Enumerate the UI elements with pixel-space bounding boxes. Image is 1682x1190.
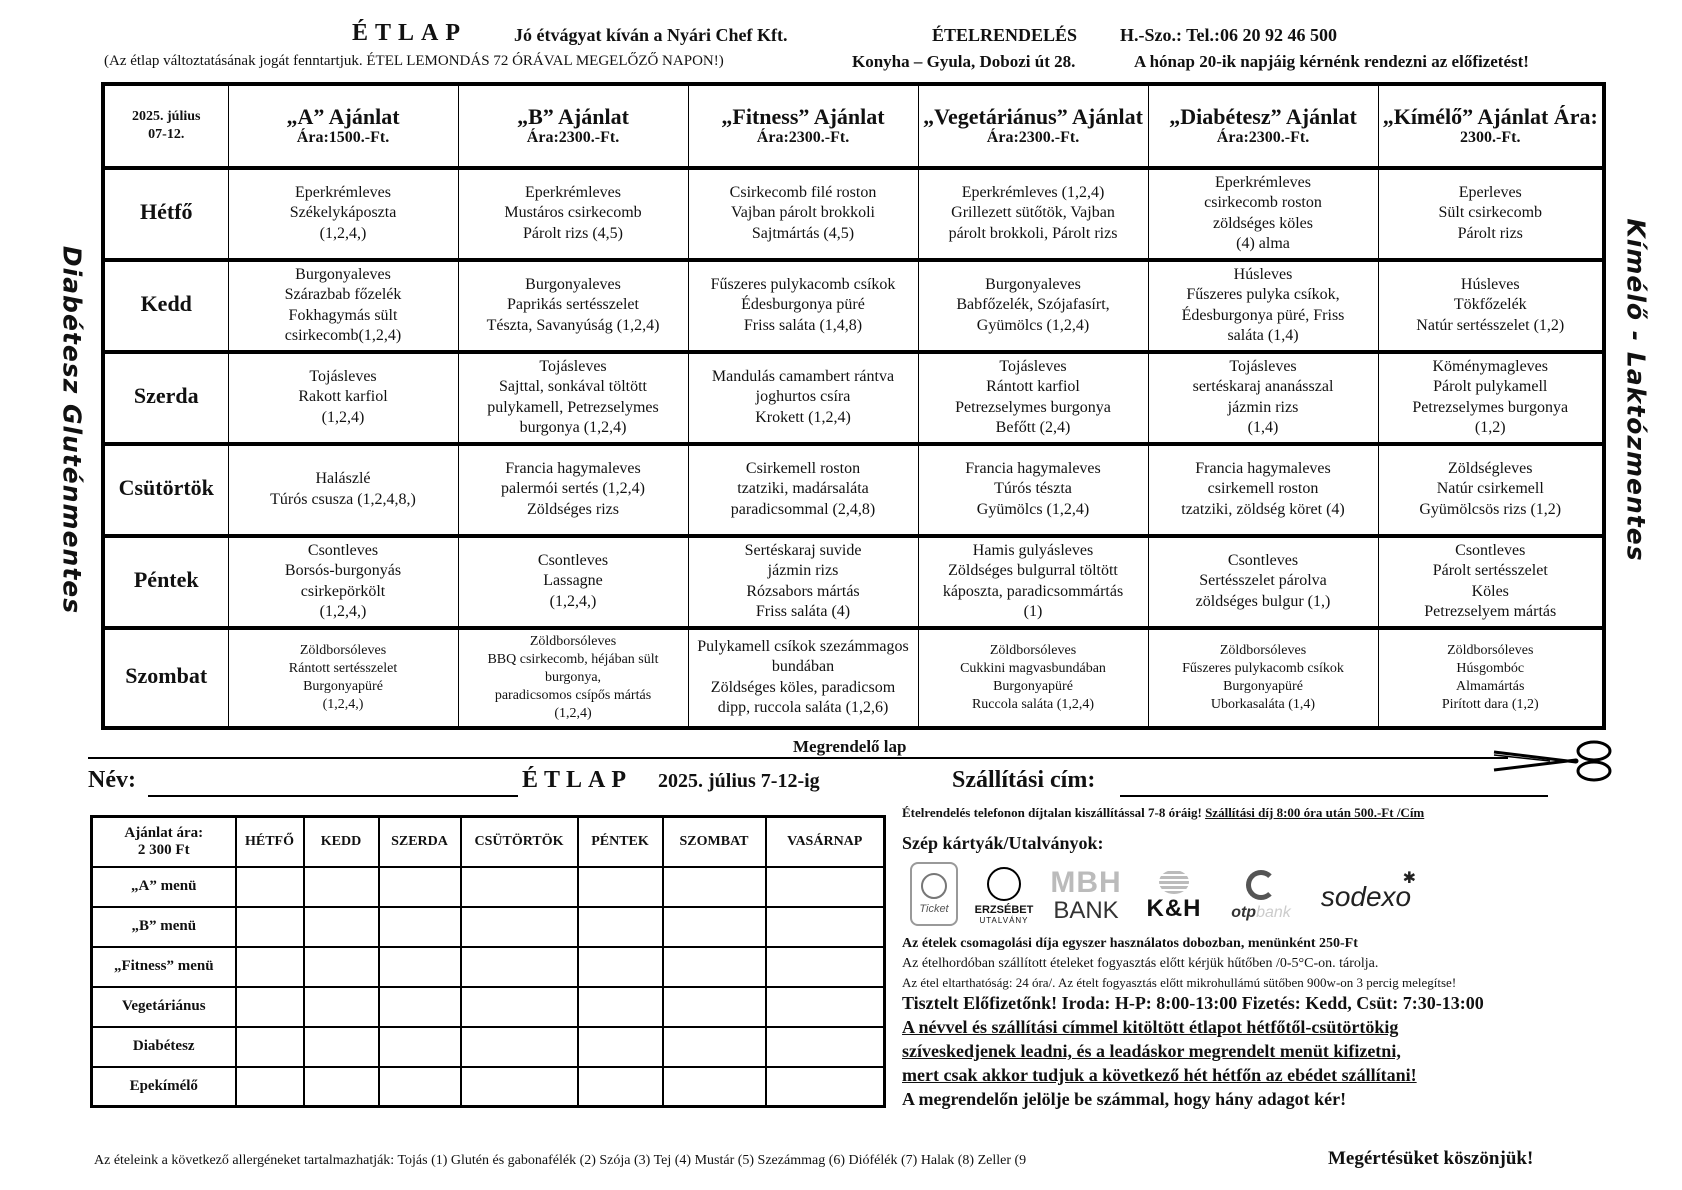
dish-line: Tökfőzelék [1453, 296, 1527, 314]
dish-line: Friss saláta (4) [755, 603, 851, 621]
dish-line: Petrezselyem mártás [1424, 603, 1557, 621]
dish-line: csirkepörkölt [300, 582, 386, 600]
dish-line: dipp, ruccola saláta (1,2,6) [717, 699, 889, 717]
company-wish: Jó étvágyat kíván a Nyári Chef Kft. [514, 25, 788, 45]
order-row [92, 1027, 885, 1067]
order-quantity-cell[interactable] [379, 867, 461, 907]
delivery-fee: Szállítási díj 8:00 óra után 500.-Ft /Cím [1205, 805, 1425, 820]
dish-line: Csirkecomb filé roston [729, 183, 877, 201]
menu-cell [1378, 260, 1604, 352]
dish-line: Eperkrémleves [295, 183, 391, 201]
menu-cell [458, 444, 688, 536]
day-row [103, 352, 1604, 444]
order-quantity-cell[interactable] [578, 1067, 663, 1107]
dish-line: palermói sertés (1,2,4) [501, 480, 645, 498]
menu-cell [918, 444, 1148, 536]
dish-line: káposzta, paradicsommártás [942, 582, 1124, 600]
dish-line: Párolt sertésszelet [1432, 562, 1548, 580]
order-grid [90, 815, 886, 1108]
dish-line: Csontleves [1455, 541, 1526, 559]
menu-cell [458, 168, 688, 260]
day-row [103, 168, 1604, 260]
dish-line: Befőtt (2,4) [995, 419, 1071, 437]
menu-cell [918, 628, 1148, 728]
dish-line: Burgonyaleves [985, 275, 1081, 293]
order-day-header: PÉNTEK [578, 817, 663, 867]
order-row-label: „A” menü [92, 867, 236, 907]
dish-line: saláta (1,4) [1227, 327, 1299, 345]
quantity-notice: A megrendelőn jelölje be számmal, hogy hány adagot kér! [902, 1089, 1347, 1109]
office-hours: Tisztelt Előfizetőnk! Iroda: H-P: 8:00-13:00 Fizetés: Kedd, Csüt: 7:30-13:00 [902, 993, 1484, 1013]
order-quantity-cell[interactable] [461, 907, 578, 947]
order-quantity-cell[interactable] [236, 1067, 304, 1107]
offer-header: „Kímélő” Ajánlat Ára: 2300.-Ft. [1378, 84, 1604, 168]
shelf-life-info: Az étel eltarthatóság: 24 óra/. Az ételt fogyasztás előtt mikrohullámú sütőben 900w-on 3 percig melegítse! [902, 975, 1457, 990]
dish-line: Zöldségleves [1448, 459, 1533, 477]
dish-line: Köles [1471, 582, 1509, 600]
order-quantity-cell[interactable] [766, 1067, 885, 1107]
order-quantity-cell[interactable] [766, 867, 885, 907]
name-label: Név: [88, 767, 136, 793]
menu-cell [458, 628, 688, 728]
menu-date: 2025. július 07-12. [103, 84, 228, 168]
dish-line: Gyümölcsös rizs (1,2) [1419, 500, 1562, 518]
allergen-list: Az ételeink a következő allergéneket tartalmazhatják: Tojás (1) Glutén és gabonafélék (2) Szója (3) Tej (4) Mustár (5) Szezámmag (6) Diófélék (7) Halak (8) Zeller (9 [94, 1153, 1027, 1168]
order-quantity-cell[interactable] [578, 907, 663, 947]
dish-line: (1,2,4,) [322, 696, 364, 712]
dish-line: (1,2,4) [321, 408, 365, 426]
order-row-label: „Fitness” menü [92, 947, 236, 987]
menu-cell [918, 352, 1148, 444]
menu-cell [688, 260, 918, 352]
day-row [103, 260, 1604, 352]
side-label-right: Kímélő - Laktózmentes [1621, 218, 1651, 562]
sodexo-logo: sodexo ✱ [1320, 870, 1416, 912]
dish-line: Petrezselymes burgonya [1412, 398, 1569, 416]
offer-header-row [103, 84, 1604, 168]
dish-line: Almamártás [1456, 678, 1525, 694]
dish-line: Köménymagleves [1432, 357, 1549, 375]
payment-deadline: A hónap 20-ik napjáig kérnénk rendezni az előfizetést! [1134, 52, 1529, 71]
order-quantity-cell[interactable] [304, 1027, 379, 1067]
dish-line: Túrós csusza (1,2,4,8,) [270, 490, 416, 508]
delivery-info: Ételrendelés telefonon díjtalan kiszállítással 7-8 óráig! Szállítási díj 8:00 óra után 500.-Ft /Cím [902, 805, 1425, 820]
scissors-icon [1490, 740, 1620, 782]
dish-line: párolt brokkoli, Párolt rizs [948, 224, 1118, 242]
dish-line: Sajtmártás (4,5) [751, 224, 855, 242]
dish-line: Mustáros csirkecomb [504, 204, 642, 222]
order-quantity-cell[interactable] [304, 1067, 379, 1107]
dish-line: Lassagne [543, 572, 603, 590]
dish-line: Zöldborsóleves [1219, 642, 1307, 658]
dish-line: csirkecomb(1,2,4) [284, 327, 402, 345]
order-day-header: CSÜTÖRTÖK [461, 817, 578, 867]
dish-line: Fűszeres pulykacomb csíkok [710, 275, 896, 293]
name-field[interactable] [148, 795, 518, 797]
dish-line: Rózsabors mártás [746, 582, 860, 600]
order-quantity-cell[interactable] [236, 987, 304, 1027]
dish-line: Burgonyaleves [525, 275, 621, 293]
dish-line: Halászlé [315, 470, 371, 488]
menu-cell [228, 260, 458, 352]
order-quantity-cell[interactable] [304, 947, 379, 987]
menu-cell [458, 260, 688, 352]
dish-line: zöldséges köles [1213, 214, 1313, 232]
menu-cell [688, 168, 918, 260]
dish-line: Ruccola saláta (1,2,4) [971, 696, 1095, 712]
order-quantity-cell[interactable] [663, 907, 766, 947]
dish-line: Zöldborsóleves [1447, 642, 1534, 658]
menu-cell [1148, 628, 1378, 728]
order-day-header: SZOMBAT [663, 817, 766, 867]
dish-line: Uborkasaláta (1,4) [1210, 696, 1316, 712]
dish-line: burgonya (1,2,4) [519, 419, 627, 437]
order-row-label: „B” menü [92, 907, 236, 947]
dish-line: BBQ csirkecomb, héjában sült [487, 651, 659, 667]
order-quantity-cell[interactable] [304, 867, 379, 907]
mbh-bank-logo: MBH BANK [1050, 866, 1122, 924]
dish-line: Sertéskaraj suvide [744, 541, 862, 559]
dish-line: Pirított dara (1,2) [1441, 696, 1539, 712]
order-quantity-cell[interactable] [236, 867, 304, 907]
order-quantity-cell[interactable] [379, 987, 461, 1027]
day-row [103, 628, 1604, 728]
page-title: ÉTLAP [352, 20, 468, 46]
dish-line: Zöldséges rizs [527, 500, 619, 518]
order-row-label: Diabétesz [92, 1027, 236, 1067]
dish-line: Tojásleves [309, 367, 377, 385]
order-quantity-cell[interactable] [379, 1067, 461, 1107]
offer-header: „Fitness” Ajánlat Ára:2300.-Ft. [688, 84, 918, 168]
menu-cell [1148, 168, 1378, 260]
order-quantity-cell[interactable] [461, 1067, 578, 1107]
menu-cell [1148, 260, 1378, 352]
order-form-title: ÉTLAP [522, 767, 633, 793]
day-label: Hétfő [103, 168, 228, 260]
order-quantity-cell[interactable] [461, 1027, 578, 1067]
offer-header: „Vegetáriánus” Ajánlat Ára:2300.-Ft. [918, 84, 1148, 168]
side-label-left: Diabétesz Gluténmentes [57, 245, 87, 615]
day-label: Péntek [103, 536, 228, 628]
submission-notice: A névvel és szállítási címmel kitöltött étlapot hétfőtől-csütörtökig [902, 1017, 1399, 1037]
menu-cell [228, 168, 458, 260]
dish-line: Burgonyaleves [295, 265, 391, 283]
dish-line: tzatziki, madársaláta [737, 480, 869, 498]
dish-line: Borsós-burgonyás [284, 562, 402, 580]
dish-line: Rakott karfiol [298, 388, 388, 406]
dish-line: Grillezett sütőtök, Vajban [951, 204, 1115, 222]
menu-cell [1148, 536, 1378, 628]
dish-line: Paprikás sertésszelet [507, 296, 639, 314]
dish-line: (1,2,4) [554, 705, 592, 721]
order-quantity-cell[interactable] [578, 987, 663, 1027]
offer-header: „B” Ajánlat Ára:2300.-Ft. [458, 84, 688, 168]
menu-cell [688, 628, 918, 728]
dish-line: Zöldséges köles, paradicsom [710, 678, 896, 696]
offer-header: „A” Ajánlat Ára:1500.-Ft. [228, 84, 458, 168]
dish-line: Zöldborsóleves [989, 642, 1077, 658]
dish-line: Szárazbab főzelék [284, 286, 402, 304]
order-form-date: 2025. július 7-12-ig [658, 770, 820, 792]
erzsebet-logo: ERZSÉBET UTALVÁNY [968, 862, 1040, 930]
change-notice: (Az étlap változtatásának jogát fenntartjuk. ÉTEL LEMONDÁS 72 ÓRÁVAL MEGELŐZŐ NAPON!) [104, 53, 724, 69]
order-row [92, 867, 885, 907]
dish-line: Natúr csirkemell [1436, 480, 1544, 498]
order-form-heading: Megrendelő lap [793, 737, 907, 756]
submission-notice: mert csak akkor tudjuk a következő hét hétfőn az ebédet szállítani! [902, 1065, 1417, 1085]
order-day-header: HÉTFŐ [236, 817, 304, 867]
phone-number: H.-Szo.: Tel.:06 20 92 46 500 [1120, 25, 1338, 45]
order-quantity-cell[interactable] [663, 867, 766, 907]
day-label: Kedd [103, 260, 228, 352]
kh-logo: K&H [1132, 862, 1216, 930]
dish-line: Zöldséges bulgurral töltött [948, 562, 1118, 580]
dish-line: Sertésszelet párolva [1199, 572, 1327, 590]
cards-heading: Szép kártyák/Utalványok: [902, 833, 1104, 853]
dish-line: Krokett (1,2,4) [755, 408, 851, 426]
dish-line: Gyümölcs (1,2,4) [976, 500, 1090, 518]
dish-line: Csontleves [307, 541, 379, 559]
dish-line: Édesburgonya püré, Friss [1181, 306, 1345, 324]
cut-line [88, 757, 1508, 759]
price-header: Ajánlat ára: 2 300 Ft [92, 817, 236, 867]
day-label: Szerda [103, 352, 228, 444]
dish-line: pulykamell, Petrezselymes [487, 398, 659, 416]
menu-cell [1378, 352, 1604, 444]
menu-cell [918, 168, 1148, 260]
packaging-info: Az ételek csomagolási díja egyszer használatos dobozban, menünként 250-Ft [902, 936, 1358, 951]
kitchen-address: Konyha – Gyula, Dobozi út 28. [852, 52, 1076, 71]
dish-line: Cukkini magvasbundában [960, 660, 1106, 676]
order-quantity-cell[interactable] [236, 1027, 304, 1067]
dish-line: (1,4) [1247, 419, 1279, 437]
dish-line: jázmin rizs [767, 562, 839, 580]
order-quantity-cell[interactable] [379, 1027, 461, 1067]
menu-cell [918, 536, 1148, 628]
dish-line: Petrezselymes burgonya [955, 398, 1111, 416]
order-quantity-cell[interactable] [379, 947, 461, 987]
order-row [92, 1067, 885, 1107]
day-label: Szombat [103, 628, 228, 728]
dish-line: joghurtos csíra [755, 388, 851, 406]
menu-cell [458, 352, 688, 444]
menu-cell [1378, 628, 1604, 728]
order-row-label: Vegetáriánus [92, 987, 236, 1027]
dish-line: Natúr sertésszelet (1,2) [1416, 316, 1565, 334]
dish-line: Burgonyapüré [1223, 678, 1303, 694]
order-quantity-cell[interactable] [766, 907, 885, 947]
weekly-menu-table [101, 82, 1606, 730]
order-row [92, 987, 885, 1027]
dish-line: Tojásleves [539, 357, 607, 375]
dish-line: Eperkrémleves [525, 183, 621, 201]
dish-line: paradicsommal (2,4,8) [730, 500, 876, 518]
dish-line: Vajban párolt brokkoli [731, 204, 875, 222]
dish-line: Francia hagymaleves [1195, 459, 1331, 477]
thanks-text: Megértésüket köszönjük! [1328, 1148, 1534, 1169]
dish-line: (1,2) [1474, 419, 1506, 437]
order-row [92, 947, 885, 987]
dish-line: Fűszeres pulyka csíkok, [1186, 286, 1340, 304]
order-row-label: Epekímélő [92, 1067, 236, 1107]
dish-line: Tojásleves [999, 357, 1067, 375]
dish-line: sertéskaraj ananásszal [1192, 378, 1334, 396]
dish-line: Pulykamell csíkok szezámmagos [697, 637, 909, 655]
dish-line: Túrós tészta [994, 480, 1072, 498]
dish-line: Eperleves [1458, 183, 1522, 201]
address-label: Szállítási cím: [952, 767, 1096, 793]
dish-line: Zöldborsóleves [299, 642, 387, 658]
day-row [103, 536, 1604, 628]
dish-line: csirkecomb roston [1204, 194, 1322, 212]
dish-line: Párolt rizs [1457, 224, 1523, 242]
order-grid-header [92, 817, 885, 867]
order-quantity-cell[interactable] [766, 947, 885, 987]
dish-line: Csirkemell roston [745, 459, 861, 477]
order-quantity-cell[interactable] [461, 987, 578, 1027]
dish-line: paradicsomos csípős mártás [494, 687, 652, 703]
dish-line: Sajttal, sonkával töltött [499, 378, 647, 396]
menu-cell [1378, 536, 1604, 628]
menu-cell [1378, 168, 1604, 260]
submission-notice: szíveskedjenek leadni, és a leadáskor megrendelt menüt kifizetni, [902, 1041, 1401, 1061]
menu-cell [228, 536, 458, 628]
order-quantity-cell[interactable] [663, 1027, 766, 1067]
menu-cell [688, 352, 918, 444]
dish-line: Édesburgonya püré [741, 296, 865, 314]
day-label: Csütörtök [103, 444, 228, 536]
dish-line: (1) [1023, 603, 1043, 621]
order-quantity-cell[interactable] [578, 1027, 663, 1067]
order-day-header: KEDD [304, 817, 379, 867]
dish-line: Húsgombóc [1456, 660, 1525, 676]
dish-line: Burgonyapüré [993, 678, 1073, 694]
menu-cell [1378, 444, 1604, 536]
dish-line: Gyümölcs (1,2,4) [976, 316, 1090, 334]
dish-line: Fűszeres pulykacomb csíkok [1182, 660, 1344, 676]
order-day-header: SZERDA [379, 817, 461, 867]
dish-line: Eperkrémleves (1,2,4) [961, 183, 1105, 201]
dish-line: csirkemell roston [1207, 480, 1319, 498]
otp-bank-logo: otpbank [1224, 862, 1298, 930]
menu-cell [918, 260, 1148, 352]
ticket-restaurant-logo: Ticket [910, 862, 958, 926]
dish-line: Francia hagymaleves [505, 459, 641, 477]
order-quantity-cell[interactable] [304, 987, 379, 1027]
payment-logos [910, 862, 1430, 932]
order-quantity-cell[interactable] [236, 947, 304, 987]
dish-line: Párolt pulykamell [1433, 378, 1548, 396]
dish-line: Székelykáposzta [289, 204, 397, 222]
order-quantity-cell[interactable] [379, 907, 461, 947]
order-quantity-cell[interactable] [461, 947, 578, 987]
order-quantity-cell[interactable] [304, 907, 379, 947]
dish-line: burgonya, [544, 669, 602, 685]
dish-line: Csontleves [1227, 551, 1299, 569]
dish-line: Tojásleves [1229, 357, 1297, 375]
menu-cell [228, 444, 458, 536]
dish-line: Rántott sertésszelet [288, 660, 398, 676]
dish-line: Babfőzelék, Szójafasírt, [956, 296, 1110, 314]
dish-line: (1,2,4,) [319, 224, 367, 242]
order-quantity-cell[interactable] [663, 1067, 766, 1107]
menu-cell [458, 536, 688, 628]
dish-line: Zöldborsóleves [529, 633, 617, 649]
dish-line: Tészta, Savanyúság (1,2,4) [486, 316, 660, 334]
dish-line: Eperkrémleves [1215, 173, 1311, 191]
dish-line: Hamis gulyásleves [972, 541, 1094, 559]
menu-cell [228, 628, 458, 728]
order-quantity-cell[interactable] [663, 947, 766, 987]
order-quantity-cell[interactable] [578, 867, 663, 907]
dish-line: Húsleves [1233, 265, 1293, 283]
order-label: ÉTELRENDELÉS [932, 25, 1078, 45]
dish-line: Fokhagymás sült [288, 306, 398, 324]
offer-header: „Diabétesz” Ajánlat Ára:2300.-Ft. [1148, 84, 1378, 168]
dish-line: Sült csirkecomb [1438, 204, 1543, 222]
order-quantity-cell[interactable] [663, 987, 766, 1027]
order-quantity-cell[interactable] [236, 907, 304, 947]
dish-line: Rántott karfiol [986, 378, 1080, 396]
dish-line: tzatziki, zöldség köret (4) [1181, 500, 1345, 518]
dish-line: jázmin rizs [1227, 398, 1299, 416]
order-quantity-cell[interactable] [461, 867, 578, 907]
dish-line: Francia hagymaleves [965, 459, 1101, 477]
dish-line: Mandulás camambert rántva [711, 367, 895, 385]
menu-cell [1148, 444, 1378, 536]
menu-cell [1148, 352, 1378, 444]
day-row [103, 444, 1604, 536]
menu-cell [688, 536, 918, 628]
menu-cell [688, 444, 918, 536]
dish-line: bundában [771, 658, 835, 676]
dish-line: (1,2,4,) [549, 592, 597, 610]
order-day-header: VASÁRNAP [766, 817, 885, 867]
order-quantity-cell[interactable] [766, 1027, 885, 1067]
dish-line: (4) alma [1236, 235, 1290, 253]
dish-line: Párolt rizs (4,5) [523, 224, 623, 242]
dish-line: Friss saláta (1,4,8) [743, 316, 863, 334]
order-quantity-cell[interactable] [578, 947, 663, 987]
address-field[interactable] [1120, 795, 1548, 797]
dish-line: Burgonyapüré [303, 678, 383, 694]
dish-line: zöldséges bulgur (1,) [1195, 592, 1331, 610]
menu-cell [228, 352, 458, 444]
cooling-info: Az ételhordóban szállított ételeket fogyasztás előtt kérjük hűtőben /0-5°C-on. tárolja. [902, 956, 1379, 971]
dish-line: (1,2,4,) [319, 603, 367, 621]
dish-line: Húsleves [1460, 275, 1520, 293]
dish-line: Csontleves [537, 551, 609, 569]
order-row [92, 907, 885, 947]
order-quantity-cell[interactable] [766, 987, 885, 1027]
